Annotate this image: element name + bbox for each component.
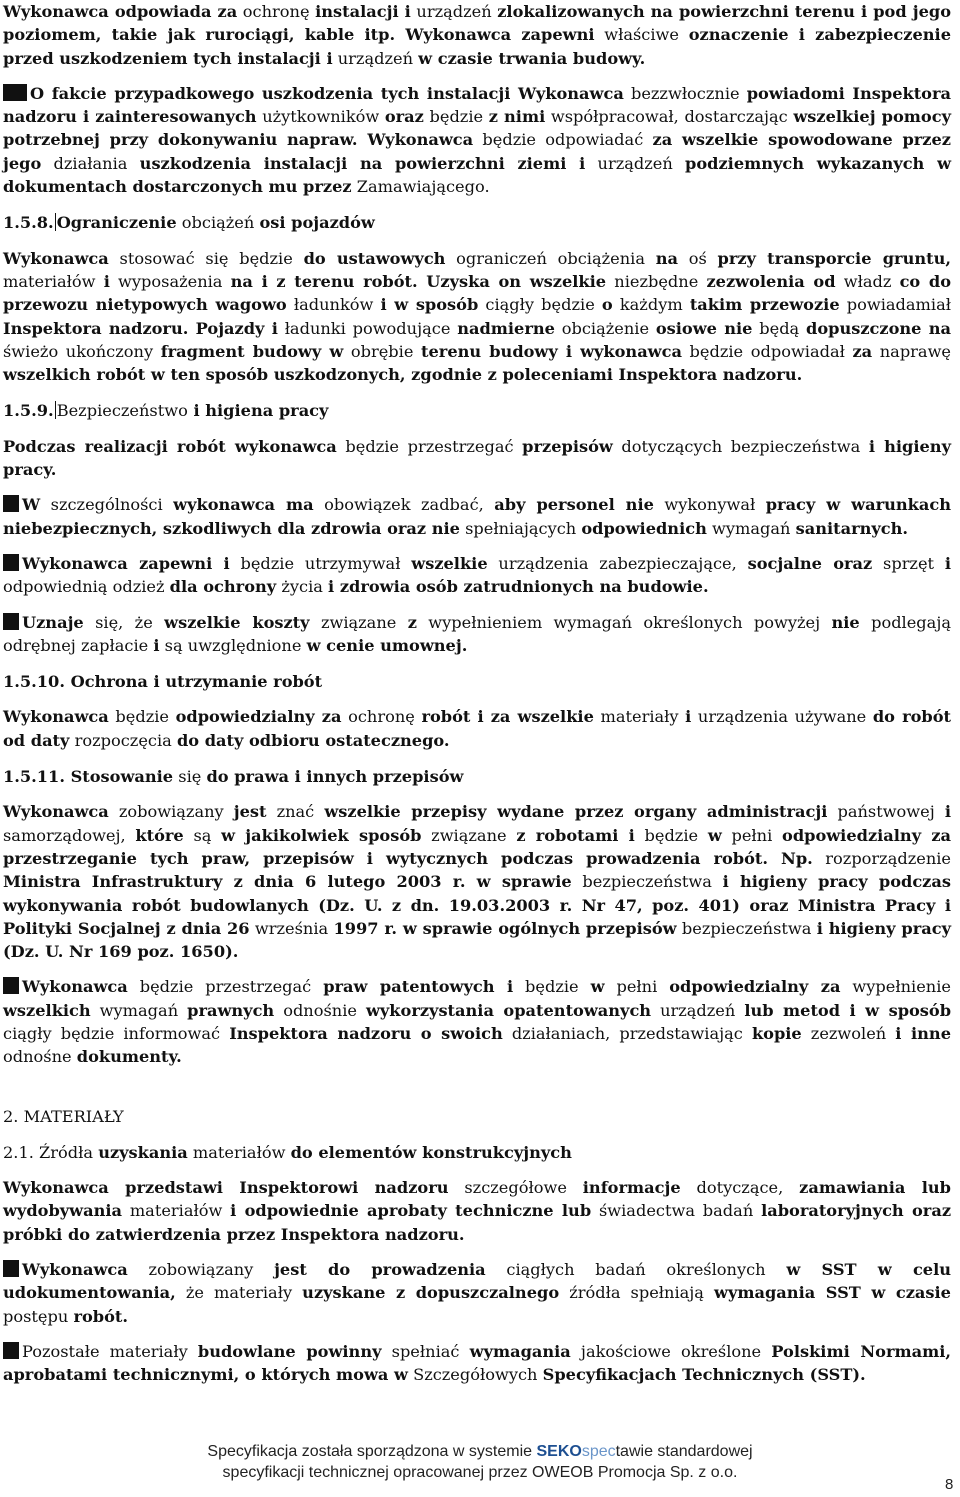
text-run: szczególności [40,495,174,515]
bold-text-run: robót i za wszelkie [421,707,594,727]
bold-text-run: Wykonawca przedstawi Inspektorowi nadzoru [3,1178,449,1198]
bold-text-run: Inspektora nadzoru. Pojazdy i [3,318,278,338]
text-run: się, że [83,612,165,632]
bold-text-run: kopie [751,1023,802,1043]
text-run: są uwzględnione [159,635,307,655]
paragraph-gap [0,963,960,975]
bold-text-run: wszelkie [411,553,488,573]
bold-text-run: wszelkiej pomocy potrzebnej przy dokonywaniu napraw. Wykonawca [3,107,951,150]
bold-text-run: praw patentowych i [323,977,514,997]
bold-text-run: w [707,825,722,845]
section-heading [3,211,951,234]
text-run: działania [41,153,140,173]
text-run: urządzenia używane [691,707,873,727]
bold-text-run: 1997 r. w sprawie ogólnych przepisów [333,918,677,938]
footer-text-after: tawie standardowej [615,1443,753,1460]
text-run: szczegółowe [448,1178,583,1198]
text-run: bezpieczeństwa [571,872,723,892]
bold-text-run: i inne [895,1023,951,1043]
text-run: właściwe [594,25,689,45]
paragraph-gap [0,599,960,611]
text-run: zezwoleń [801,1023,896,1043]
bold-text-run: instalacji i [315,2,411,21]
black-square-marker-icon [3,977,19,994]
paragraph-gap [0,657,960,670]
paragraph [3,435,951,482]
bold-text-run: za [852,341,873,361]
text-run: dotyczących bezpieczeństwa [612,436,869,456]
text-run: znać [266,802,325,822]
bold-text-run: socjalne oraz [747,553,873,573]
text-run: oś [677,248,718,268]
bold-text-run: i [944,802,951,822]
text-run: świeżo ukończony [3,341,161,361]
paragraph-gap [0,1128,960,1141]
text-run: Zamawiającego. [351,177,490,197]
text-run: urządzeń [585,153,686,173]
bold-text-run: laboratoryjnych oraz próbki do zatwierdzenia przez Inspektora nadzoru. [3,1201,952,1244]
section-heading [3,670,951,693]
paragraph-gap [0,70,960,82]
bold-text-run: dopuszczone na [806,318,951,338]
text-run: użytkowników [256,107,385,127]
bold-text-run: terenu budowy i wykonawca [421,341,682,361]
text-run: powiadamiał [839,295,951,315]
bold-text-run: które [135,825,184,845]
text-run: wypełnieniem wymagań określonych powyżej [416,612,832,632]
paragraph-gap [0,693,960,705]
bold-text-run: i odpowiednie aprobaty techniczne lub [230,1201,592,1221]
paragraph [3,82,951,198]
page-number: 8 [945,1476,954,1493]
paragraph [3,0,951,70]
seko-brand-logo-part: SEKO [536,1443,582,1460]
bold-text-run: Ministra Infrastruktury z dnia 6 lutego 2003 r. w sprawie [3,872,572,892]
text-run: materiały [593,707,686,727]
bold-text-run: Wykonawca odpowiada za [3,2,238,21]
text-run: zobowiązany [127,1260,275,1280]
black-square-marker-icon [3,495,19,512]
section-heading [3,1141,951,1164]
text-run: że materiały [175,1283,303,1303]
bold-text-run: uzyskania [98,1142,188,1162]
bold-text-run: osi pojazdów [259,213,375,233]
bold-text-run: prawnych [187,1000,275,1020]
text-run: ciągły będzie informować [3,1023,230,1043]
text-run: obowiązek zadbać, [313,495,495,515]
bold-text-run: na [655,248,678,268]
text-run: ładunków [286,295,381,315]
bold-text-run: oznaczenie i zabezpieczenie przed uszkodzeniem tych instalacji i [3,25,951,68]
bold-text-run: do prawa i innych przepisów [206,767,464,787]
text-run: będą [752,318,807,338]
text-run: bezpieczeństwa [676,918,817,938]
bold-text-run: jest [233,802,267,822]
bold-text-run: przepisów [522,436,613,456]
paragraph-gap [0,1069,960,1105]
bold-text-run: dokumenty. [76,1047,182,1067]
bold-text-run: takim przewozie [689,295,840,315]
bold-text-run: odpowiedzialny za [669,977,841,997]
text-run: urządzeń [332,48,419,68]
section-heading [3,1105,951,1128]
text-run: materiałów [122,1201,231,1221]
bold-text-run: Wykonawca [22,977,128,997]
bold-text-run: z nimi [488,107,546,127]
bold-text-run: przy transporcie gruntu, [717,248,951,268]
bold-text-run: pracy w warunkach niebezpiecznych, szkodliwych dla zdrowia oraz nie [3,495,951,538]
text-run: ciągłych badań określonych [485,1260,787,1280]
bold-text-run: Wykonawca [22,1260,128,1280]
black-square-marker-icon [3,554,19,571]
bold-text-run: Wykonawca [3,802,109,822]
bold-text-run: 1.5.9. [3,401,54,421]
bold-text-run: wszelkie przepisy wydane przez organy administracji [324,802,828,822]
paragraph [3,493,951,540]
paragraph-gap [0,1246,960,1258]
bold-text-run: i [103,271,110,291]
bold-text-run: 1.5.11. Stosowanie [3,767,174,787]
text-run: wymagań [90,1000,188,1020]
bold-text-run: i [153,635,160,655]
bold-text-run: fragment budowy w [160,341,344,361]
paragraph-gap [0,198,960,211]
text-run: ochronę [237,2,316,21]
footer-text-before: Specyfikacja została sporządzona w systemie [207,1443,533,1460]
text-run: urządzeń [651,1000,745,1020]
bold-text-run: z robotami i [516,825,635,845]
text-run: pełni [604,977,670,997]
text-run: będzie utrzymywał [229,553,412,573]
bold-text-run: nie [831,612,860,632]
paragraph-gap [0,1164,960,1176]
text-run: rozporządzenie [812,848,951,868]
text-run: naprawę [872,341,952,361]
bold-text-run: jest do prowadzenia [274,1260,486,1280]
text-run: podlegają odrębnej zapłacie [3,612,951,655]
paragraph-gap [0,788,960,800]
text-run: urządzenia zabezpieczające, [487,553,748,573]
text-run: 2. MATERIAŁY [3,1106,124,1126]
bold-text-run: i higieny pracy podczas wykonywania robót budowlanych (Dz. U. z dn. 19.03.2003 r. Nr 47, poz. 401) oraz Ministra Pracy i Polityki Socjalnej z dnia 26 [3,872,951,938]
bold-text-run: budowlane powinny [197,1341,382,1361]
bold-text-run: Uznaje [22,612,84,632]
text-run: źródła spełniają [559,1283,715,1303]
footer-line-1 [0,1441,960,1462]
bold-text-run: i higiena pracy [187,401,329,421]
paragraph-gap [0,423,960,435]
bold-text-run: zezwolenia od [706,271,836,291]
text-run: związane [309,612,408,632]
text-run: Pozostałe materiały [22,1341,198,1361]
bold-text-run: i higieny pracy. [3,436,951,480]
text-run: będzie odpowiadał [681,341,853,361]
text-run: 2.1. Źródła [3,1142,99,1162]
bold-text-run: co do przewozu nietypowych wagowo [3,271,952,315]
paragraph [3,552,951,599]
bold-text-run: Ograniczenie [56,213,177,233]
text-run: będzie [108,707,176,727]
text-run: wyposażenia [109,271,231,291]
text-run: Bezpieczeństwo [56,401,188,421]
bold-text-run: wszelkie koszty [164,612,310,632]
text-run: związane [421,825,517,845]
text-run: pełni [721,825,783,845]
bold-text-run: uszkodzenia instalacji na powierzchni ziemi i [139,153,586,173]
text-run: dotyczące, [680,1178,800,1198]
paragraph-gap [0,235,960,247]
bold-text-run: sanitarnych. [795,518,909,538]
bold-text-run: wykonawca ma [173,495,314,515]
paragraph [3,975,951,1068]
text-run: obrębie [343,341,422,361]
bold-text-run: robót. [73,1306,128,1326]
bold-text-run: do ustawowych [303,248,446,268]
text-run: sprzęt [872,553,945,573]
bold-text-run: o [601,295,613,315]
bold-text-run: w jakikolwiek sposób [221,825,422,845]
text-run: będzie [634,825,708,845]
bold-text-run: osiowe nie [655,318,753,338]
bold-text-run: w [590,977,605,997]
text-run: wykonywał [653,495,766,515]
bold-text-run: wszelkich [3,1000,91,1020]
paragraph [3,247,951,387]
text-run: zobowiązany [108,802,234,822]
black-square-marker-icon [3,1342,19,1359]
bold-text-run: wymagania [469,1341,571,1361]
footer-line-2: specyfikacji technicznej opracowanej przez OWEOB Promocja Sp. z o.o. [222,1464,738,1481]
text-run: ochronę [341,707,422,727]
bold-text-run: Polskimi Normami, aprobatami technicznymi, o których mowa w [3,1341,952,1385]
section-heading [3,765,951,788]
text-run: życia [276,577,329,597]
black-square-marker-icon [3,84,27,101]
text-run: września [249,918,334,938]
bold-text-run: powiadomi Inspektora nadzoru i zainteresowanych [3,83,951,127]
text-run: samorządowej, [3,825,136,845]
bold-text-run: uzyskane z dopuszczalnego [302,1283,560,1303]
bold-text-run: i w sposób [380,295,479,315]
spec-brand-logo-part: spec [581,1443,616,1460]
page-footer [0,1441,960,1483]
section-heading [3,399,951,422]
bold-text-run: do robót od daty [3,707,951,750]
paragraph-gap [0,386,960,399]
text-run: ładunki powodujące [277,318,458,338]
bold-text-run: w czasie trwania budowy. [418,48,646,68]
text-run: obciążeń [176,213,260,233]
text-run: są [183,825,222,845]
bold-text-run: O fakcie przypadkowego uszkodzenia tych instalacji Wykonawca [30,83,624,103]
bold-text-run: aby personel nie [494,495,654,515]
paragraph [3,1340,951,1387]
bold-text-run: wykorzystania opatentowanych [365,1000,652,1020]
text-run: współpracował, dostarczając [545,107,794,127]
bold-text-run: wszelkich robót w ten sposób uszkodzonych, zgodnie z poleceniami Inspektora nadzoru. [3,365,803,385]
bold-text-run: z [407,612,417,632]
paragraph-gap [0,481,960,493]
paragraph [3,611,951,658]
bold-text-run: za wszelkie spowodowane przez jego [3,130,951,173]
bold-text-run: dla ochrony [169,577,277,597]
bold-text-run: do daty odbioru ostatecznego. [176,730,450,750]
black-square-marker-icon [3,1260,19,1277]
bold-text-run: Specyfikacjach Technicznych (SST). [542,1365,866,1385]
bold-text-run: i [685,707,692,727]
bold-text-run: Inspektora nadzoru o swoich [229,1023,503,1043]
text-run: się [173,767,207,787]
text-run: jakościowe określone [570,1341,772,1361]
text-run: ograniczeń obciążenia [445,248,656,268]
bold-text-run: i zdrowia osób zatrudnionych na budowie. [328,577,709,597]
bold-text-run: odpowiedzialny za [175,707,342,727]
text-run: będzie [513,977,591,997]
text-run: każdym [612,295,690,315]
text-run: spełniać [381,1341,470,1361]
text-run: rozpoczęcia [69,730,177,750]
text-run: państwowej [827,802,945,822]
bold-text-run: odpowiedzialny za przestrzeganie tych praw, przepisów i wytycznych podczas prowadzenia robót. Np. [3,825,951,868]
bold-text-run: W [22,495,41,515]
text-run: odnośnie [274,1000,366,1020]
text-run: będzie przestrzegać [127,977,324,997]
bold-text-run: Wykonawca [3,707,109,727]
bold-text-run: wymagania SST w czasie [714,1283,951,1303]
bold-text-run: w cenie umownej. [306,635,468,655]
bold-text-run: 1.5.8. [3,213,54,233]
bold-text-run: lub metod i w sposób [744,1000,952,1020]
text-run: ciągły będzie [478,295,602,315]
bold-text-run: informacje [582,1178,681,1198]
bold-text-run: zlokalizowanych na powierzchni terenu i pod jego poziomem, takie jak rurociągi, kable itp. Wykonawca zapewni [3,2,952,45]
bold-text-run: Podczas realizacji robót wykonawca [3,436,337,456]
text-run: będzie przestrzegać [336,436,523,456]
paragraph-gap [0,752,960,765]
bold-text-run: do elementów konstrukcyjnych [290,1142,572,1162]
paragraph-gap [0,540,960,552]
text-run: będzie odpowiadać [473,130,653,150]
bold-text-run: podziemnych wykazanych w dokumentach dostarczonych mu przez [3,153,951,197]
bold-text-run: i [944,553,951,573]
bold-text-run: oraz [384,107,424,127]
text-run: władz [835,271,900,291]
text-run: świadectwa badań [591,1201,762,1221]
black-square-marker-icon [3,613,19,630]
bold-text-run: Wykonawca zapewni i [22,553,230,573]
paragraph [3,1258,951,1328]
text-run: spełniających [459,518,582,538]
text-run: bezzwłocznie [623,83,747,103]
paragraph [3,1176,951,1246]
bold-text-run: zamawiania lub wydobywania [3,1178,952,1221]
text-run: będzie [423,107,489,127]
text-run: odpowiednią odzież [3,577,170,597]
text-run: materiałów [3,271,104,291]
paragraph-gap [0,1328,960,1340]
text-run: odnośne [3,1047,77,1067]
bold-text-run: w SST w celu udokumentowania, [3,1260,952,1303]
paragraph [3,705,951,752]
text-run: wymagań [706,518,796,538]
text-run: urządzeń [410,2,498,21]
cursor-bar-marker [55,401,56,419]
text-run: Szczegółowych [407,1365,543,1385]
bold-text-run: i higieny pracy (Dz. U. Nr 169 poz. 1650). [3,918,951,962]
cursor-bar-marker [55,213,56,231]
bold-text-run: odpowiednich [581,518,707,538]
bold-text-run: Wykonawca [3,248,109,268]
text-run: postępu [3,1306,74,1326]
text-run: stosować się będzie [108,248,304,268]
text-run: obciążenie [554,318,656,338]
text-run: działaniach, przedstawiając [502,1023,752,1043]
text-run: niezbędne [606,271,707,291]
bold-text-run: nadmierne [457,318,555,338]
paragraph [3,800,951,963]
bold-text-run: na i z terenu robót. Uzyska on wszelkie [230,271,607,291]
text-run: materiałów [187,1142,291,1162]
bold-text-run: 1.5.10. Ochrona i utrzymanie robót [3,672,323,692]
text-run: wypełnienie [840,977,951,997]
